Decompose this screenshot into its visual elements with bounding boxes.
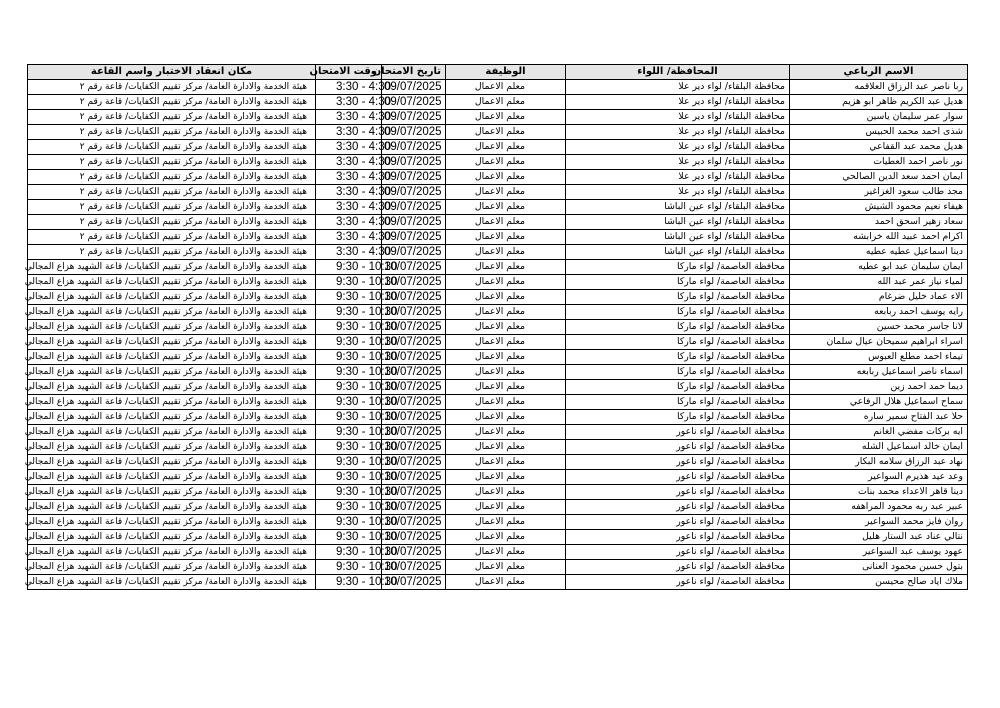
candidate-name-cell: سماح اسماعيل هلال الرفاعي	[790, 395, 968, 410]
exam-date-cell: 09/07/2025	[382, 170, 446, 185]
exam-date-cell: 10/07/2025	[382, 410, 446, 425]
table-row	[28, 380, 968, 395]
exam-time-cell: 9:30 - 10:30	[316, 395, 382, 410]
candidate-name-cell: دينا قاهر الاعداء محمد بنات	[790, 485, 968, 500]
exam-place-cell: هيئة الخدمة والادارة العامة/ مركز تقييم الكفايات/ قاعة الشهيد هزاع المجالي	[28, 275, 316, 290]
exam-place-cell: هيئة الخدمة والادارة العامة/ مركز تقييم الكفايات/ قاعة رقم ٢	[28, 170, 316, 185]
governorate-cell: محافظة العاصمة/ لواء ماركا	[566, 335, 790, 350]
table-row	[28, 80, 968, 95]
governorate-cell: محافظة البلقاء/ لواء دير علا	[566, 170, 790, 185]
exam-date-cell: 10/07/2025	[382, 470, 446, 485]
table-row	[28, 575, 968, 590]
candidate-name-cell: اسراء ابراهيم سميحان عيال سلمان	[790, 335, 968, 350]
candidate-name-cell: الاء عماد خليل ضرغام	[790, 290, 968, 305]
exam-date-cell: 10/07/2025	[382, 290, 446, 305]
exam-place-cell: هيئة الخدمة والادارة العامة/ مركز تقييم الكفايات/ قاعة رقم ٢	[28, 80, 316, 95]
exam-place-cell: هيئة الخدمة والادارة العامة/ مركز تقييم الكفايات/ قاعة الشهيد هزاع المجالي	[28, 440, 316, 455]
job-cell: معلم الاعمال	[446, 440, 566, 455]
candidate-name-cell: ايمان سليمان عبد ابو عطيه	[790, 260, 968, 275]
governorate-cell: محافظة العاصمة/ لواء ماركا	[566, 410, 790, 425]
exam-place-cell: هيئة الخدمة والادارة العامة/ مركز تقييم الكفايات/ قاعة الشهيد هزاع المجالي	[28, 335, 316, 350]
exam-time-cell: 3:30 - 4:30	[316, 110, 382, 125]
exam-time-cell: 9:30 - 10:30	[316, 545, 382, 560]
table-row	[28, 260, 968, 275]
governorate-cell: محافظة البلقاء/ لواء دير علا	[566, 140, 790, 155]
exam-place-cell: هيئة الخدمة والادارة العامة/ مركز تقييم الكفايات/ قاعة الشهيد هزاع المجالي	[28, 395, 316, 410]
governorate-cell: محافظة البلقاء/ لواء عين الباشا	[566, 200, 790, 215]
governorate-cell: محافظة العاصمة/ لواء ناعور	[566, 440, 790, 455]
table-body	[24, 80, 968, 590]
exam-time-cell: 9:30 - 10:30	[316, 575, 382, 590]
job-cell: معلم الاعمال	[446, 545, 566, 560]
exam-place-cell: هيئة الخدمة والادارة العامة/ مركز تقييم الكفايات/ قاعة رقم ٢	[28, 230, 316, 245]
candidate-name-cell: دينا اسماعيل عطيه عطيه	[790, 245, 968, 260]
exam-place-cell: هيئة الخدمة والادارة العامة/ مركز تقييم الكفايات/ قاعة الشهيد هزاع المجالي	[28, 485, 316, 500]
exam-date-cell: 10/07/2025	[382, 335, 446, 350]
header-governorate: المحافظة/ اللواء	[566, 65, 790, 80]
exam-place-cell: هيئة الخدمة والادارة العامة/ مركز تقييم الكفايات/ قاعة الشهيد هزاع المجالي	[28, 365, 316, 380]
table-row	[28, 440, 968, 455]
governorate-cell: محافظة البلقاء/ لواء دير علا	[566, 155, 790, 170]
exam-place-cell: هيئة الخدمة والادارة العامة/ مركز تقييم الكفايات/ قاعة الشهيد هزاع المجالي	[28, 350, 316, 365]
table-row	[28, 545, 968, 560]
exam-place-cell: هيئة الخدمة والادارة العامة/ مركز تقييم الكفايات/ قاعة الشهيد هزاع المجالي	[28, 530, 316, 545]
exam-date-cell: 09/07/2025	[382, 140, 446, 155]
exam-place-cell: هيئة الخدمة والادارة العامة/ مركز تقييم الكفايات/ قاعة الشهيد هزاع المجالي	[28, 470, 316, 485]
table-row	[28, 230, 968, 245]
governorate-cell: محافظة البلقاء/ لواء دير علا	[566, 125, 790, 140]
exam-date-cell: 09/07/2025	[382, 230, 446, 245]
job-cell: معلم الاعمال	[446, 140, 566, 155]
exam-time-cell: 3:30 - 4:30	[316, 200, 382, 215]
candidate-name-cell: روان فايز محمد السواعير	[790, 515, 968, 530]
job-cell: معلم الاعمال	[446, 305, 566, 320]
table-row	[28, 500, 968, 515]
job-cell: معلم الاعمال	[446, 530, 566, 545]
job-cell: معلم الاعمال	[446, 95, 566, 110]
job-cell: معلم الاعمال	[446, 470, 566, 485]
table-row	[28, 170, 968, 185]
exam-time-cell: 9:30 - 10:30	[316, 335, 382, 350]
table-row	[28, 185, 968, 200]
table-row	[28, 95, 968, 110]
governorate-cell: محافظة العاصمة/ لواء ناعور	[566, 485, 790, 500]
governorate-cell: محافظة العاصمة/ لواء ماركا	[566, 275, 790, 290]
exam-place-cell: هيئة الخدمة والادارة العامة/ مركز تقييم الكفايات/ قاعة رقم ٢	[28, 110, 316, 125]
candidate-name-cell: ايمان خالد اسماعيل الشله	[790, 440, 968, 455]
exam-place-cell: هيئة الخدمة والادارة العامة/ مركز تقييم الكفايات/ قاعة رقم ٢	[28, 95, 316, 110]
exam-time-cell: 9:30 - 10:30	[316, 425, 382, 440]
table-row	[28, 245, 968, 260]
exam-time-cell: 9:30 - 10:30	[316, 365, 382, 380]
job-cell: معلم الاعمال	[446, 290, 566, 305]
job-cell: معلم الاعمال	[446, 425, 566, 440]
table-row	[28, 485, 968, 500]
governorate-cell: محافظة البلقاء/ لواء عين الباشا	[566, 230, 790, 245]
governorate-cell: محافظة العاصمة/ لواء ماركا	[566, 320, 790, 335]
governorate-cell: محافظة البلقاء/ لواء دير علا	[566, 185, 790, 200]
candidate-name-cell: سعاد زهير اسحق احمد	[790, 215, 968, 230]
table-row	[28, 395, 968, 410]
table-row	[28, 530, 968, 545]
table-row	[28, 305, 968, 320]
job-cell: معلم الاعمال	[446, 320, 566, 335]
governorate-cell: محافظة العاصمة/ لواء ماركا	[566, 380, 790, 395]
governorate-cell: محافظة العاصمة/ لواء ماركا	[566, 365, 790, 380]
candidate-name-cell: نهاد عبد الرزاق سلامه البكار	[790, 455, 968, 470]
exam-date-cell: 09/07/2025	[382, 215, 446, 230]
governorate-cell: محافظة العاصمة/ لواء ناعور	[566, 425, 790, 440]
table-row	[28, 320, 968, 335]
exam-place-cell: هيئة الخدمة والادارة العامة/ مركز تقييم الكفايات/ قاعة الشهيد هزاع المجالي	[28, 500, 316, 515]
exam-date-cell: 10/07/2025	[382, 425, 446, 440]
candidate-name-cell: نور ناصر احمد العطيات	[790, 155, 968, 170]
table-row	[28, 560, 968, 575]
exam-date-cell: 10/07/2025	[382, 440, 446, 455]
candidate-name-cell: ملاك اياد صالح محيسن	[790, 575, 968, 590]
exam-date-cell: 10/07/2025	[382, 305, 446, 320]
candidate-name-cell: ايه بركات مفضي الغانم	[790, 425, 968, 440]
candidate-name-cell: وعد عيد هذيرم السواعير	[790, 470, 968, 485]
candidate-name-cell: شذى احمد محمد الحبيس	[790, 125, 968, 140]
exam-time-cell: 9:30 - 10:30	[316, 500, 382, 515]
job-cell: معلم الاعمال	[446, 155, 566, 170]
job-cell: معلم الاعمال	[446, 110, 566, 125]
exam-time-cell: 3:30 - 4:30	[316, 245, 382, 260]
governorate-cell: محافظة العاصمة/ لواء ماركا	[566, 290, 790, 305]
exam-place-cell: هيئة الخدمة والادارة العامة/ مركز تقييم الكفايات/ قاعة رقم ٢	[28, 125, 316, 140]
exam-date-cell: 10/07/2025	[382, 260, 446, 275]
table-row	[28, 215, 968, 230]
exam-place-cell: هيئة الخدمة والادارة العامة/ مركز تقييم الكفايات/ قاعة رقم ٢	[28, 155, 316, 170]
exam-place-cell: هيئة الخدمة والادارة العامة/ مركز تقييم الكفايات/ قاعة الشهيد هزاع المجالي	[28, 425, 316, 440]
exam-schedule-sheet	[24, 64, 967, 590]
exam-place-cell: هيئة الخدمة والادارة العامة/ مركز تقييم الكفايات/ قاعة رقم ٢	[28, 140, 316, 155]
header-place: مكان انعقاد الاختبار واسم القاعة	[28, 65, 316, 80]
exam-time-cell: 9:30 - 10:30	[316, 305, 382, 320]
exam-time-cell: 3:30 - 4:30	[316, 125, 382, 140]
exam-date-cell: 10/07/2025	[382, 365, 446, 380]
job-cell: معلم الاعمال	[446, 395, 566, 410]
governorate-cell: محافظة البلقاء/ لواء عين الباشا	[566, 245, 790, 260]
table-row	[28, 515, 968, 530]
candidate-name-cell: اكرام احمد عبيد الله خرابشه	[790, 230, 968, 245]
exam-date-cell: 10/07/2025	[382, 455, 446, 470]
job-cell: معلم الاعمال	[446, 485, 566, 500]
candidate-name-cell: لانا جاسر محمد حسين	[790, 320, 968, 335]
governorate-cell: محافظة العاصمة/ لواء ناعور	[566, 470, 790, 485]
exam-date-cell: 09/07/2025	[382, 95, 446, 110]
exam-time-cell: 9:30 - 10:30	[316, 350, 382, 365]
exam-time-cell: 9:30 - 10:30	[316, 275, 382, 290]
exam-date-cell: 09/07/2025	[382, 125, 446, 140]
job-cell: معلم الاعمال	[446, 230, 566, 245]
governorate-cell: محافظة العاصمة/ لواء ناعور	[566, 515, 790, 530]
exam-date-cell: 09/07/2025	[382, 80, 446, 95]
job-cell: معلم الاعمال	[446, 260, 566, 275]
exam-place-cell: هيئة الخدمة والادارة العامة/ مركز تقييم الكفايات/ قاعة الشهيد هزاع المجالي	[28, 560, 316, 575]
job-cell: معلم الاعمال	[446, 350, 566, 365]
candidate-name-cell: مجد طالب سعود الغزاغير	[790, 185, 968, 200]
governorate-cell: محافظة البلقاء/ لواء دير علا	[566, 95, 790, 110]
job-cell: معلم الاعمال	[446, 500, 566, 515]
exam-date-cell: 10/07/2025	[382, 530, 446, 545]
candidate-name-cell: تيماء احمد مطلع العبوس	[790, 350, 968, 365]
candidate-name-cell: سوار عمر سليمان ياسين	[790, 110, 968, 125]
job-cell: معلم الاعمال	[446, 245, 566, 260]
exam-time-cell: 3:30 - 4:30	[316, 140, 382, 155]
governorate-cell: محافظة العاصمة/ لواء ماركا	[566, 350, 790, 365]
exam-time-cell: 3:30 - 4:30	[316, 155, 382, 170]
exam-place-cell: هيئة الخدمة والادارة العامة/ مركز تقييم الكفايات/ قاعة الشهيد هزاع المجالي	[28, 290, 316, 305]
job-cell: معلم الاعمال	[446, 335, 566, 350]
candidate-name-cell: اسماء ناصر اسماعيل ربابعه	[790, 365, 968, 380]
candidate-name-cell: ديما حمد احمد زين	[790, 380, 968, 395]
exam-date-cell: 10/07/2025	[382, 380, 446, 395]
exam-time-cell: 9:30 - 10:30	[316, 485, 382, 500]
table-row	[28, 470, 968, 485]
exam-date-cell: 10/07/2025	[382, 350, 446, 365]
exam-date-cell: 09/07/2025	[382, 185, 446, 200]
exam-time-cell: 9:30 - 10:30	[316, 410, 382, 425]
exam-place-cell: هيئة الخدمة والادارة العامة/ مركز تقييم الكفايات/ قاعة الشهيد هزاع المجالي	[28, 455, 316, 470]
job-cell: معلم الاعمال	[446, 185, 566, 200]
table-row	[28, 335, 968, 350]
job-cell: معلم الاعمال	[446, 365, 566, 380]
job-cell: معلم الاعمال	[446, 410, 566, 425]
exam-date-cell: 09/07/2025	[382, 200, 446, 215]
candidate-name-cell: عبير عبد ربه محمود المراهفه	[790, 500, 968, 515]
exam-date-cell: 10/07/2025	[382, 545, 446, 560]
header-job: الوظيفة	[446, 65, 566, 80]
candidate-name-cell: نتالي عناد عبد الستار هليل	[790, 530, 968, 545]
candidate-name-cell: حلا عبد الفتاح سمير ساره	[790, 410, 968, 425]
job-cell: معلم الاعمال	[446, 560, 566, 575]
exam-time-cell: 3:30 - 4:30	[316, 230, 382, 245]
governorate-cell: محافظة العاصمة/ لواء ناعور	[566, 560, 790, 575]
table-row	[28, 275, 968, 290]
table-row	[28, 290, 968, 305]
exam-date-cell: 10/07/2025	[382, 395, 446, 410]
exam-place-cell: هيئة الخدمة والادارة العامة/ مركز تقييم الكفايات/ قاعة رقم ٢	[28, 200, 316, 215]
job-cell: معلم الاعمال	[446, 515, 566, 530]
exam-time-cell: 3:30 - 4:30	[316, 95, 382, 110]
candidate-name-cell: هيفاء نعيم محمود الشيش	[790, 200, 968, 215]
exam-date-cell: 09/07/2025	[382, 110, 446, 125]
exam-place-cell: هيئة الخدمة والادارة العامة/ مركز تقييم الكفايات/ قاعة الشهيد هزاع المجالي	[28, 515, 316, 530]
table-row	[28, 155, 968, 170]
table-row	[28, 410, 968, 425]
exam-date-cell: 09/07/2025	[382, 155, 446, 170]
table-row	[28, 125, 968, 140]
exam-date-cell: 10/07/2025	[382, 560, 446, 575]
job-cell: معلم الاعمال	[446, 275, 566, 290]
exam-time-cell: 9:30 - 10:30	[316, 290, 382, 305]
header-name: الاسم الرباعي	[790, 65, 968, 80]
header-date: تاريخ الامتحان	[382, 65, 446, 80]
governorate-cell: محافظة العاصمة/ لواء ناعور	[566, 500, 790, 515]
candidate-name-cell: عهود يوسف عبد السواعير	[790, 545, 968, 560]
job-cell: معلم الاعمال	[446, 380, 566, 395]
governorate-cell: محافظة العاصمة/ لواء ماركا	[566, 305, 790, 320]
table-header-row	[28, 65, 968, 80]
exam-time-cell: 3:30 - 4:30	[316, 80, 382, 95]
table-row	[28, 140, 968, 155]
exam-time-cell: 9:30 - 10:30	[316, 530, 382, 545]
exam-time-cell: 9:30 - 10:30	[316, 380, 382, 395]
exam-date-cell: 10/07/2025	[382, 500, 446, 515]
governorate-cell: محافظة العاصمة/ لواء ناعور	[566, 530, 790, 545]
table-row	[28, 110, 968, 125]
job-cell: معلم الاعمال	[446, 455, 566, 470]
candidate-name-cell: بتول حسين محمود العنانى	[790, 560, 968, 575]
governorate-cell: محافظة البلقاء/ لواء عين الباشا	[566, 215, 790, 230]
job-cell: معلم الاعمال	[446, 200, 566, 215]
exam-place-cell: هيئة الخدمة والادارة العامة/ مركز تقييم الكفايات/ قاعة الشهيد هزاع المجالي	[28, 410, 316, 425]
exam-time-cell: 9:30 - 10:30	[316, 515, 382, 530]
governorate-cell: محافظة العاصمة/ لواء ناعور	[566, 575, 790, 590]
exam-time-cell: 9:30 - 10:30	[316, 470, 382, 485]
exam-date-cell: 10/07/2025	[382, 515, 446, 530]
exam-place-cell: هيئة الخدمة والادارة العامة/ مركز تقييم الكفايات/ قاعة الشهيد هزاع المجالي	[28, 380, 316, 395]
governorate-cell: محافظة البلقاء/ لواء دير علا	[566, 110, 790, 125]
candidate-name-cell: رايه يوسف احمد ربابعه	[790, 305, 968, 320]
exam-time-cell: 9:30 - 10:30	[316, 440, 382, 455]
exam-place-cell: هيئة الخدمة والادارة العامة/ مركز تقييم الكفايات/ قاعة الشهيد هزاع المجالي	[28, 320, 316, 335]
exam-time-cell: 9:30 - 10:30	[316, 455, 382, 470]
exam-place-cell: هيئة الخدمة والادارة العامة/ مركز تقييم الكفايات/ قاعة الشهيد هزاع المجالي	[28, 260, 316, 275]
exam-place-cell: هيئة الخدمة والادارة العامة/ مركز تقييم الكفايات/ قاعة الشهيد هزاع المجالي	[28, 575, 316, 590]
exam-date-cell: 10/07/2025	[382, 320, 446, 335]
job-cell: معلم الاعمال	[446, 125, 566, 140]
header-time: وقت الامتحان	[316, 65, 382, 80]
exam-place-cell: هيئة الخدمة والادارة العامة/ مركز تقييم الكفايات/ قاعة الشهيد هزاع المجالي	[28, 545, 316, 560]
governorate-cell: محافظة العاصمة/ لواء ماركا	[566, 395, 790, 410]
exam-date-cell: 10/07/2025	[382, 575, 446, 590]
job-cell: معلم الاعمال	[446, 575, 566, 590]
exam-date-cell: 10/07/2025	[382, 275, 446, 290]
exam-place-cell: هيئة الخدمة والادارة العامة/ مركز تقييم الكفايات/ قاعة رقم ٢	[28, 245, 316, 260]
job-cell: معلم الاعمال	[446, 170, 566, 185]
table-row	[28, 350, 968, 365]
governorate-cell: محافظة العاصمة/ لواء ناعور	[566, 545, 790, 560]
exam-time-cell: 3:30 - 4:30	[316, 215, 382, 230]
exam-schedule-table	[24, 64, 968, 590]
candidate-name-cell: هديل عبد الكريم ظاهر ابو هزيم	[790, 95, 968, 110]
exam-date-cell: 09/07/2025	[382, 245, 446, 260]
candidate-name-cell: هديل محمد عبد القفاعي	[790, 140, 968, 155]
job-cell: معلم الاعمال	[446, 215, 566, 230]
table-row	[28, 365, 968, 380]
table-row	[28, 425, 968, 440]
candidate-name-cell: ربا ناصر عبد الرزاق العلاقمه	[790, 80, 968, 95]
exam-time-cell: 3:30 - 4:30	[316, 185, 382, 200]
exam-time-cell: 9:30 - 10:30	[316, 320, 382, 335]
candidate-name-cell: لمياء نياز عمر عبد الله	[790, 275, 968, 290]
job-cell: معلم الاعمال	[446, 80, 566, 95]
table-row	[28, 455, 968, 470]
candidate-name-cell: ايمان احمد سعد الدين الصالحي	[790, 170, 968, 185]
exam-place-cell: هيئة الخدمة والادارة العامة/ مركز تقييم الكفايات/ قاعة رقم ٢	[28, 215, 316, 230]
exam-time-cell: 3:30 - 4:30	[316, 170, 382, 185]
governorate-cell: محافظة البلقاء/ لواء دير علا	[566, 80, 790, 95]
governorate-cell: محافظة العاصمة/ لواء ناعور	[566, 455, 790, 470]
exam-place-cell: هيئة الخدمة والادارة العامة/ مركز تقييم الكفايات/ قاعة رقم ٢	[28, 185, 316, 200]
table-row	[28, 200, 968, 215]
exam-date-cell: 10/07/2025	[382, 485, 446, 500]
exam-place-cell: هيئة الخدمة والادارة العامة/ مركز تقييم الكفايات/ قاعة الشهيد هزاع المجالي	[28, 305, 316, 320]
exam-time-cell: 9:30 - 10:30	[316, 260, 382, 275]
governorate-cell: محافظة العاصمة/ لواء ماركا	[566, 260, 790, 275]
exam-time-cell: 9:30 - 10:30	[316, 560, 382, 575]
